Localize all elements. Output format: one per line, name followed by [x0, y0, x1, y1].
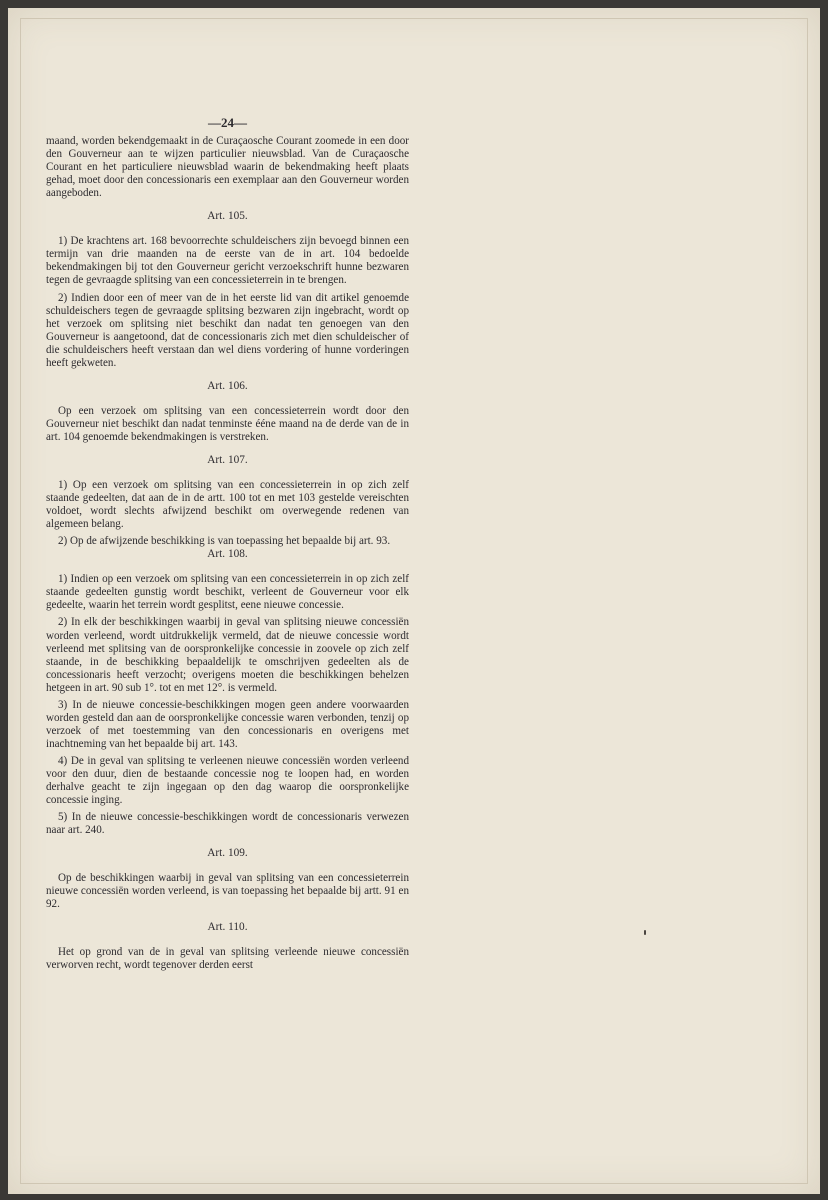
article-108-heading: Art. 108. — [207, 548, 248, 561]
article-109-heading: Art. 109. — [207, 847, 248, 860]
article-109-para-1: Op de beschikkingen waarbij in geval van splitsing van een concessieterrein nieuwe concessiën worden verleend, is van toepassing het bepaalde bij artt. 91 en 92. — [46, 872, 409, 911]
article-110-para-1: Het op grond van de in geval van splitsing verleende nieuwe concessiën verworven recht, wordt tegenover derden eerst — [46, 946, 409, 972]
article-108-para-1: 1) Indien op een verzoek om splitsing van een concessieterrein in op zich zelf staande gedeelten gunstig wordt beschikt, verleent de Gouverneur voor elk gedeelte, waarin het terrein wordt gesplitst, eene nieuwe concessie. — [46, 573, 409, 612]
ink-speck — [644, 930, 646, 935]
intro-paragraph: maand, worden bekendgemaakt in de Curaçaosche Courant zoomede in een door den Gouverneur aan te wijzen particulier nieuwsblad. Van de Curaçaosche Courant en het particuliere nieuwsblad waarin de bekendmaking heeft plaats gehad, moet door den concessionaris een exemplaar aan den Gouverneur worden aangeboden. — [46, 135, 409, 200]
article-106-para-1: Op een verzoek om splitsing van een concessieterrein wordt door den Gouverneur niet beschikt dan nadat tenminste ééne maand na de derde van de in art. 104 genoemde bekendmakingen is verstreken. — [46, 404, 409, 443]
scanned-page — [8, 8, 820, 1194]
article-107-para-2: 2) Op de afwijzende beschikking is van toepassing het bepaalde bij art. 93. — [58, 535, 391, 548]
page-number: —24— — [208, 115, 247, 130]
article-105-para-1: 1) De krachtens art. 168 bevoorrechte schuldeischers zijn bevoegd binnen een termijn van drie maanden na de eerste van de in art. 104 bedoelde bekendmakingen bij tot den Gouverneur gericht verzoekschrift hunne bezwaren tegen de gevraagde splitsing van een concessieterrein in te brengen. — [46, 235, 409, 287]
article-108-para-2: 2) In elk der beschikkingen waarbij in geval van splitsing nieuwe concessiën worden verleend, wordt uitdrukkelijk vermeld, dat de nieuwe concessie wordt verleend met splitsing van de oorspronkelijke concessie in zoovele op zich zelf staande, in de beschikking bepaaldelijk te omschrijven gedeelten als de concessionaris heeft verzocht; overigens moeten die beschikkingen behelzen hetgeen in art. 90 sub 1°. tot en met 12°. is vermeld. — [46, 616, 409, 694]
article-108-para-4: 4) De in geval van splitsing te verleenen nieuwe concessiën worden verleend voor den duur, dien de bestaande concessie nog te loopen had, en worden derhalve geacht te zijn ingegaan op den dag waarop die oorspronkelijke concessie inging. — [46, 754, 409, 807]
article-105-para-2: 2) Indien door een of meer van de in het eerste lid van dit artikel genoemde schuldeischers tegen de gevraagde splitsing bezwaren zijn ingebracht, wordt op het verzoek om splitsing niet beschikt dan nadat ten genoegen van den Gouverneur is aangetoond, dat de concessionaris zich met dien schuldeischer of die schuldeischers heeft verstaan dan wel diens vordering of hunne vorderingen heeft gekweten. — [46, 291, 409, 369]
text-column — [46, 116, 409, 973]
article-107-para-1: 1) Op een verzoek om splitsing van een concessieterrein in op zich zelf staande gedeelten, dat aan de in de artt. 100 tot en met 103 gestelde vereischten voldoet, wordt slechts afwijzend beschikt om overwegende redenen van algemeen belang. — [46, 479, 409, 531]
article-108-para-5: 5) In de nieuwe concessie-beschikkingen wordt de concessionaris verwezen naar art. 240. — [46, 811, 409, 837]
article-106-heading: Art. 106. — [207, 379, 248, 392]
article-110-heading: Art. 110. — [207, 921, 248, 934]
article-105-heading: Art. 105. — [207, 210, 248, 223]
article-107-heading: Art. 107. — [207, 453, 248, 466]
article-108-para-3: 3) In de nieuwe concessie-beschikkingen mogen geen andere voorwaarden worden gesteld dan aan de oorspronkelijke concessie waren verbonden, tenzij op verzoek of met toestemming van den concessionaris en overigens met inachtneming van het bepaalde bij art. 143. — [46, 698, 409, 750]
